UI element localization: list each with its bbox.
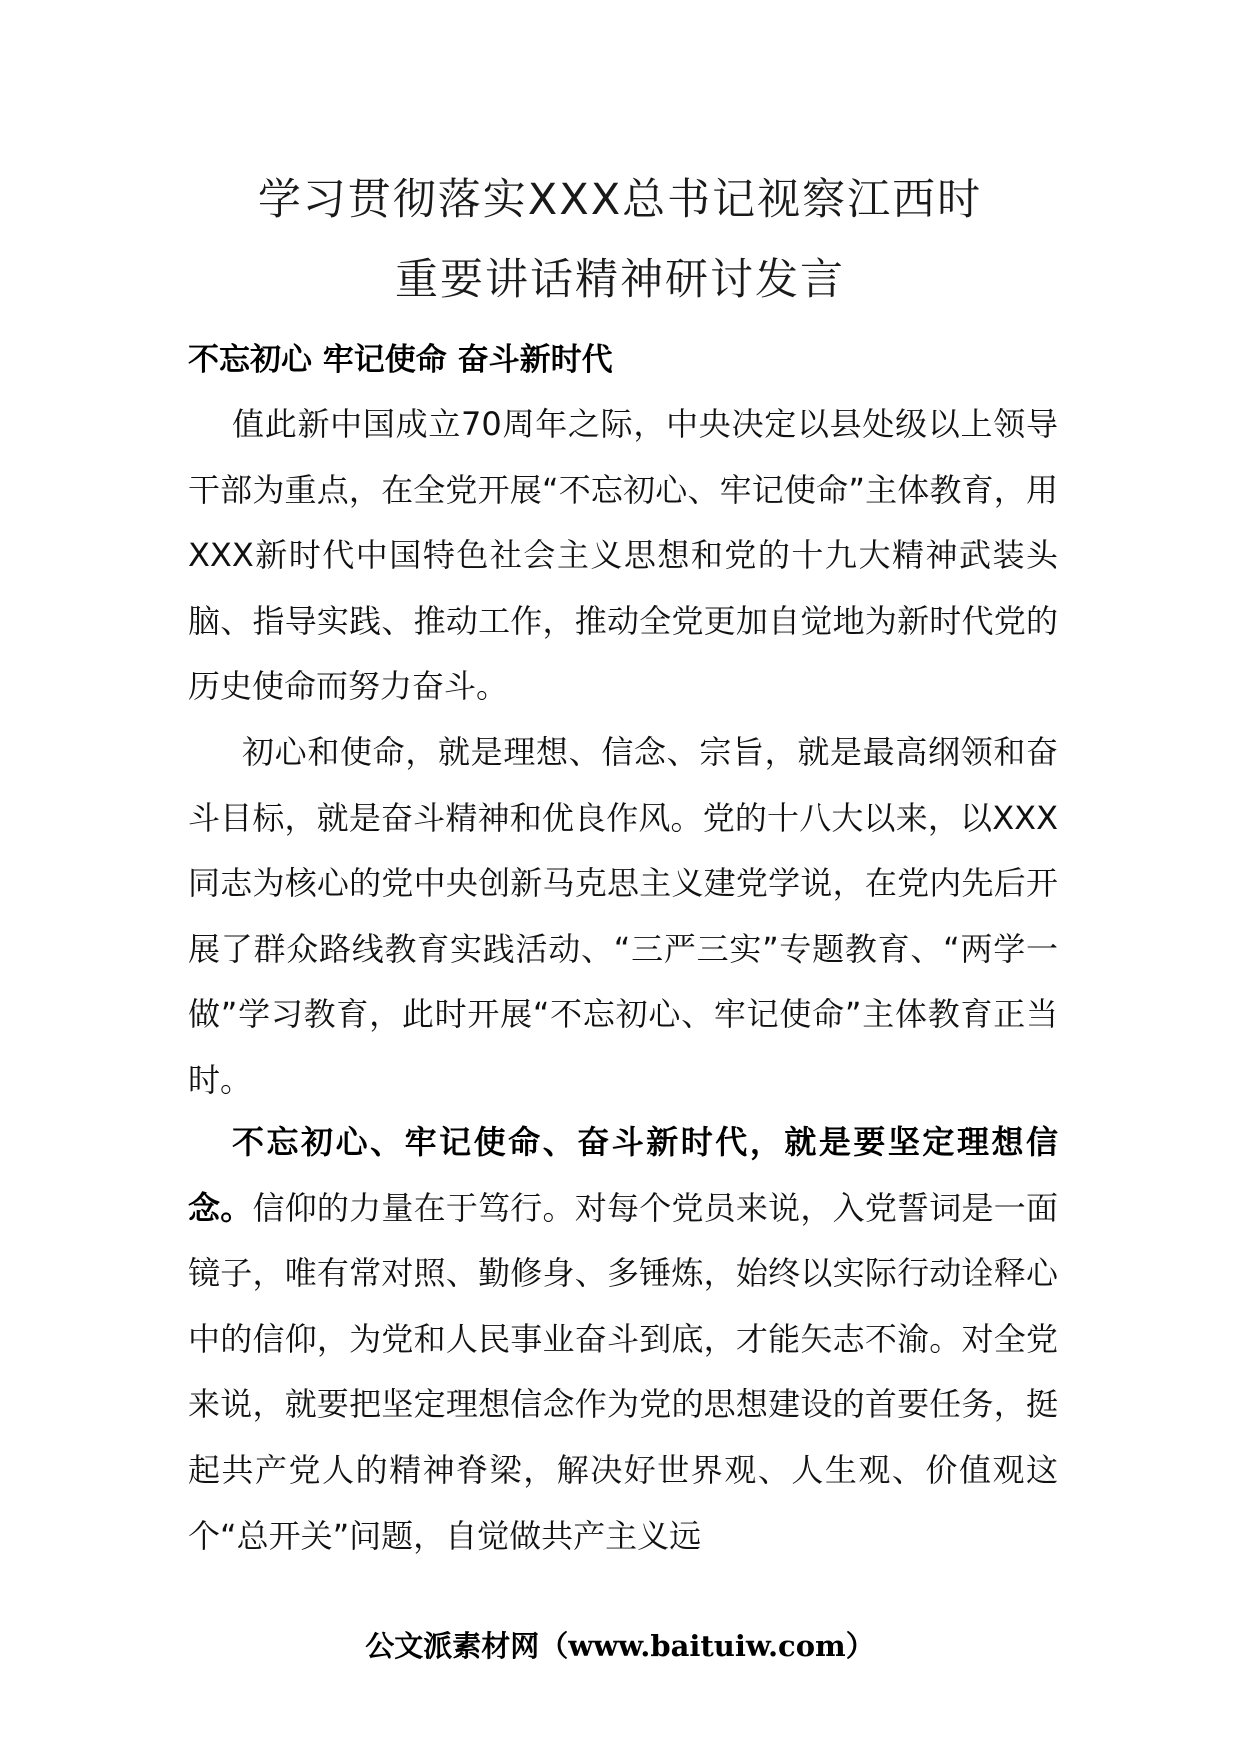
paragraph-2: 初心和使命，就是理想、信念、宗旨，就是最高纲领和奋斗目标，就是奋斗精神和优良作风。党的十八大以来，以XXX同志为核心的党中央创新马克思主义建党学说，在党内先后开展了群众路线教育实践活动、“三严三实”专题教育、“两学一做”学习教育，此时开展“不忘初心、牢记使命”主体教育正当时。: [188, 733, 1058, 1099]
paragraph-3-lead: 不忘初心、牢记使命、奋斗新时代，就是要坚定理想信念。: [188, 1123, 1058, 1227]
document-title-line-2: 重要讲话精神研讨发言: [395, 255, 845, 305]
paragraph-1: 值此新中国成立70周年之际，中央决定以县处级以上领导干部为重点，在全党开展“不忘初心、牢记使命”主体教育，用XXX新时代中国特色社会主义思想和党的十九大精神武装头脑、指导实践、推动工作，推动全党更加自觉地为新时代党的历史使命而努力奋斗。: [188, 405, 1058, 706]
footer-source: 公文派素材网（www.baituiw.com）: [365, 1629, 875, 1663]
document-subtitle: 不忘初心 牢记使命 奋斗新时代: [188, 342, 613, 378]
paragraph-3: [188, 1110, 1058, 1569]
paragraph-3-text: 信仰的力量在于笃行。对每个党员来说，入党誓词是一面镜子，唯有常对照、勤修身、多锤炼，始终以实际行动诠释心中的信仰，为党和人民事业奋斗到底，才能矢志不渝。对全党来说，就要把坚定理想信念作为党的思想建设的首要任务，挺起共产党人的精神脊梁，解决好世界观、人生观、价值观这个“总开关”问题，自觉做共产主义远: [188, 1188, 1058, 1555]
document-title-line-1: 学习贯彻落实XXX总书记视察江西时: [257, 175, 983, 225]
